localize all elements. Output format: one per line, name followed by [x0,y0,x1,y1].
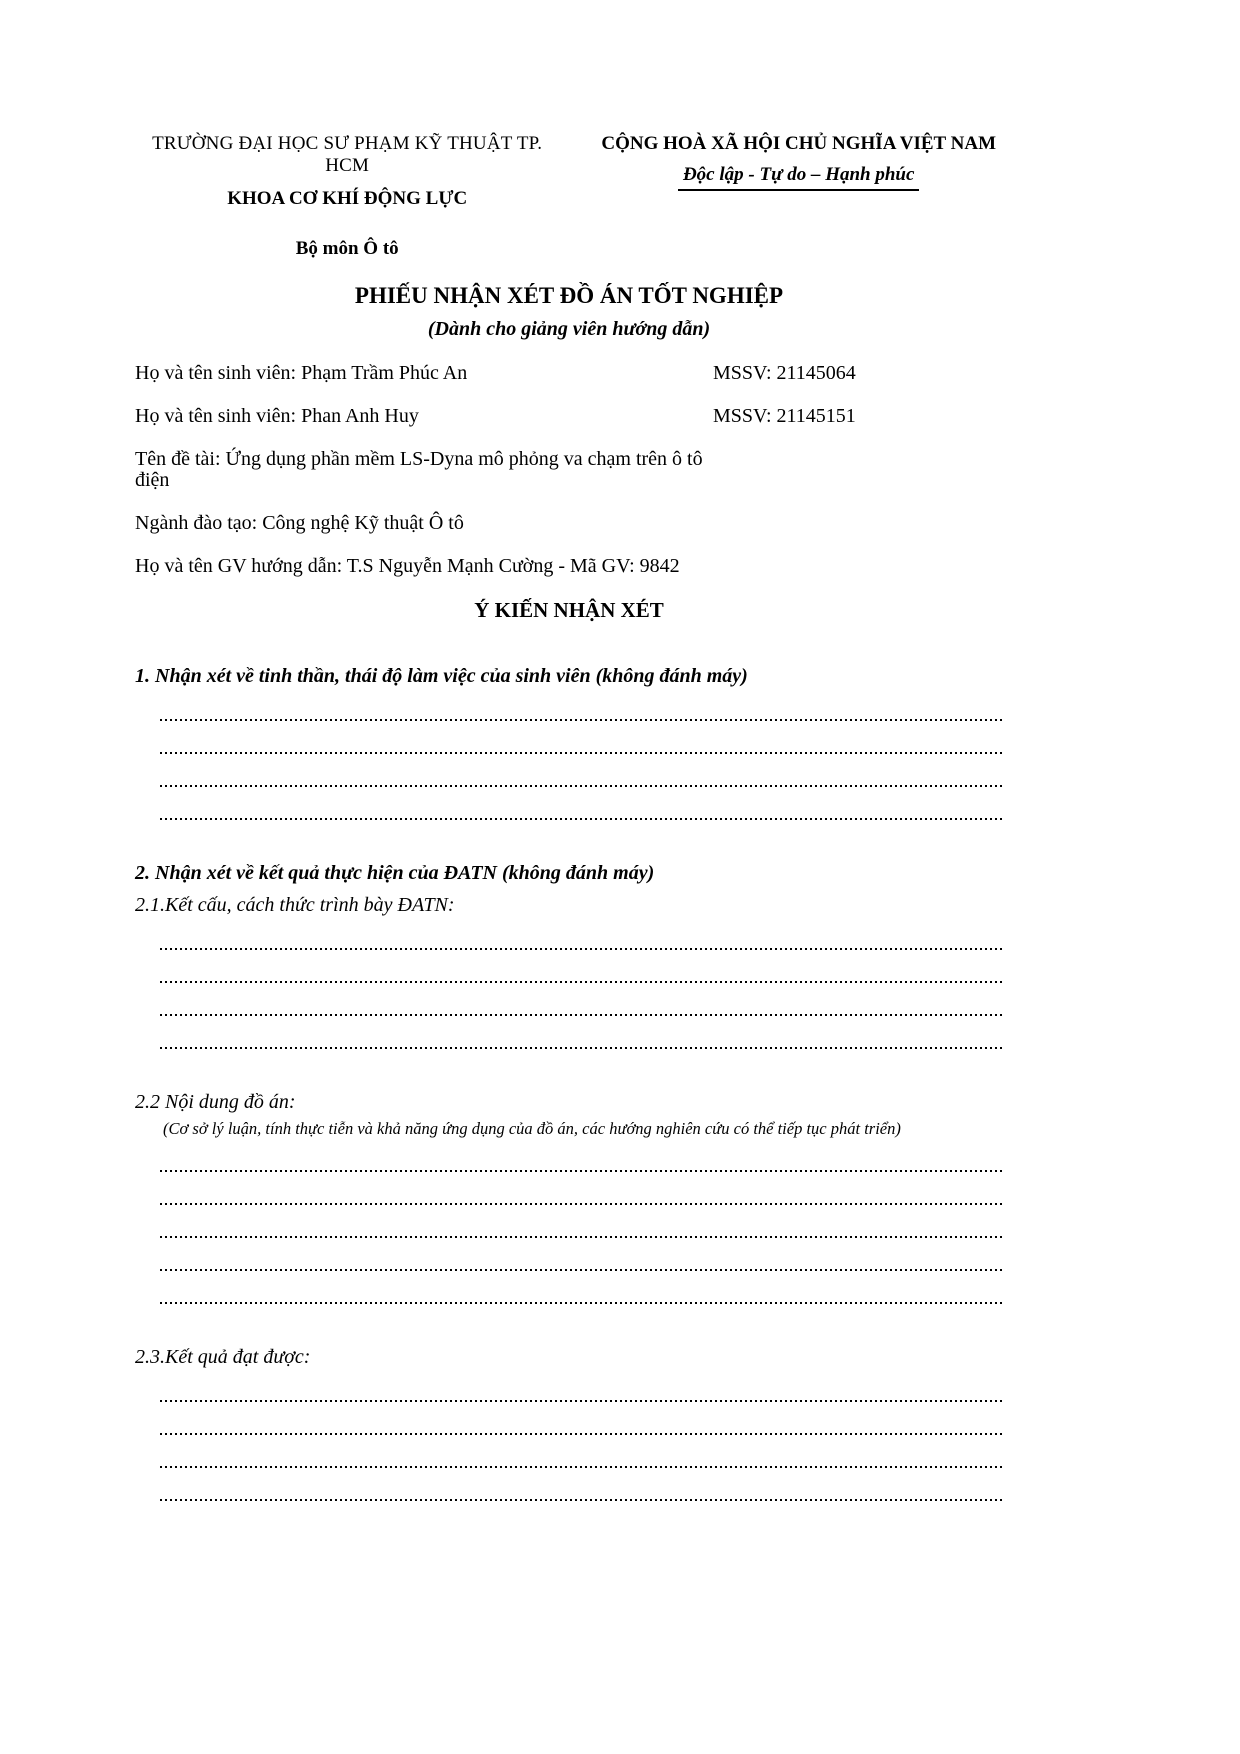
dotted-writing-line [160,1400,1003,1402]
section-heading: 2. Nhận xét về kết quả thực hiện của ĐATN (không đánh máy) [135,862,655,884]
comment-section [135,1346,1003,1501]
dotted-writing-line [160,1047,1003,1049]
dotted-writing-line [160,785,1003,787]
info-row [135,363,1003,384]
university-name: TRƯỜNG ĐẠI HỌC SƯ PHẠM KỸ THUẬT TP. HCM [152,133,543,176]
department-name: Bộ môn Ô tô [295,238,399,259]
info-label: Ngành đào tạo: Công nghệ Kỹ thuật Ô tô [135,512,464,534]
document-header [135,133,1038,260]
student-info-block [135,363,1003,577]
writing-lines-group [135,1400,1003,1501]
section-subheading: 2.1.Kết cấu, cách thức trình bày ĐATN: [135,894,455,916]
header-right-block [559,133,1038,260]
comment-section [135,665,1003,820]
dotted-writing-line [160,1302,1003,1304]
dotted-writing-line [160,1269,1003,1271]
info-label: Họ và tên sinh viên: Phạm Trầm Phúc An [135,362,468,384]
section-heading: 1. Nhận xét về tinh thần, thái độ làm việc của sinh viên (không đánh máy) [135,665,748,687]
comment-sections [135,665,1003,1501]
comment-section [135,1091,1003,1304]
page-subtitle: (Dành cho giảng viên hướng dẫn) [427,318,711,340]
info-row [135,513,1003,534]
national-motto: Độc lập - Tự do – Hạnh phúc [678,164,919,191]
info-row [135,556,1003,577]
national-title: CỘNG HOÀ XÃ HỘI CHỦ NGHĨA VIỆT NAM [601,133,997,154]
dotted-writing-line [160,981,1003,983]
info-label: Tên đề tài: Ứng dụng phần mềm LS-Dyna mô phỏng va chạm trên ô tô điện [135,448,703,491]
section-subheading: 2.2 Nội dung đồ án: [135,1091,296,1113]
section-subheading: 2.3.Kết quả đạt được: [135,1346,311,1368]
dotted-writing-line [160,1466,1003,1468]
section-caption: (Cơ sở lý luận, tính thực tiễn và khả năng ứng dụng của đồ án, các hướng nghiên cứu có thể tiếp tục phát triển) [163,1119,901,1138]
dotted-writing-line [160,818,1003,820]
dotted-writing-line [160,1433,1003,1435]
info-label: Họ và tên GV hướng dẫn: T.S Nguyễn Mạnh Cường - Mã GV: 9842 [135,555,680,577]
opinion-section-title: Ý KIẾN NHẬN XÉT [474,598,664,622]
header-left-block [135,133,559,260]
dotted-writing-line [160,1170,1003,1172]
dotted-writing-line [160,1499,1003,1501]
student-id: MSSV: 21145151 [713,405,856,427]
info-row [135,449,1003,491]
student-id: MSSV: 21145064 [713,362,856,384]
writing-lines-group [135,948,1003,1049]
dotted-writing-line [160,948,1003,950]
faculty-name: KHOA CƠ KHÍ ĐỘNG LỰC [227,188,468,209]
writing-lines-group [135,1170,1003,1304]
dotted-writing-line [160,752,1003,754]
writing-lines-group [135,719,1003,820]
page-title: PHIẾU NHẬN XÉT ĐỒ ÁN TỐT NGHIỆP [354,283,784,308]
dotted-writing-line [160,719,1003,721]
info-row [135,406,1003,427]
dotted-writing-line [160,1014,1003,1016]
info-label: Họ và tên sinh viên: Phan Anh Huy [135,405,419,427]
dotted-writing-line [160,1236,1003,1238]
dotted-writing-line [160,1203,1003,1205]
comment-section [135,862,1003,1049]
